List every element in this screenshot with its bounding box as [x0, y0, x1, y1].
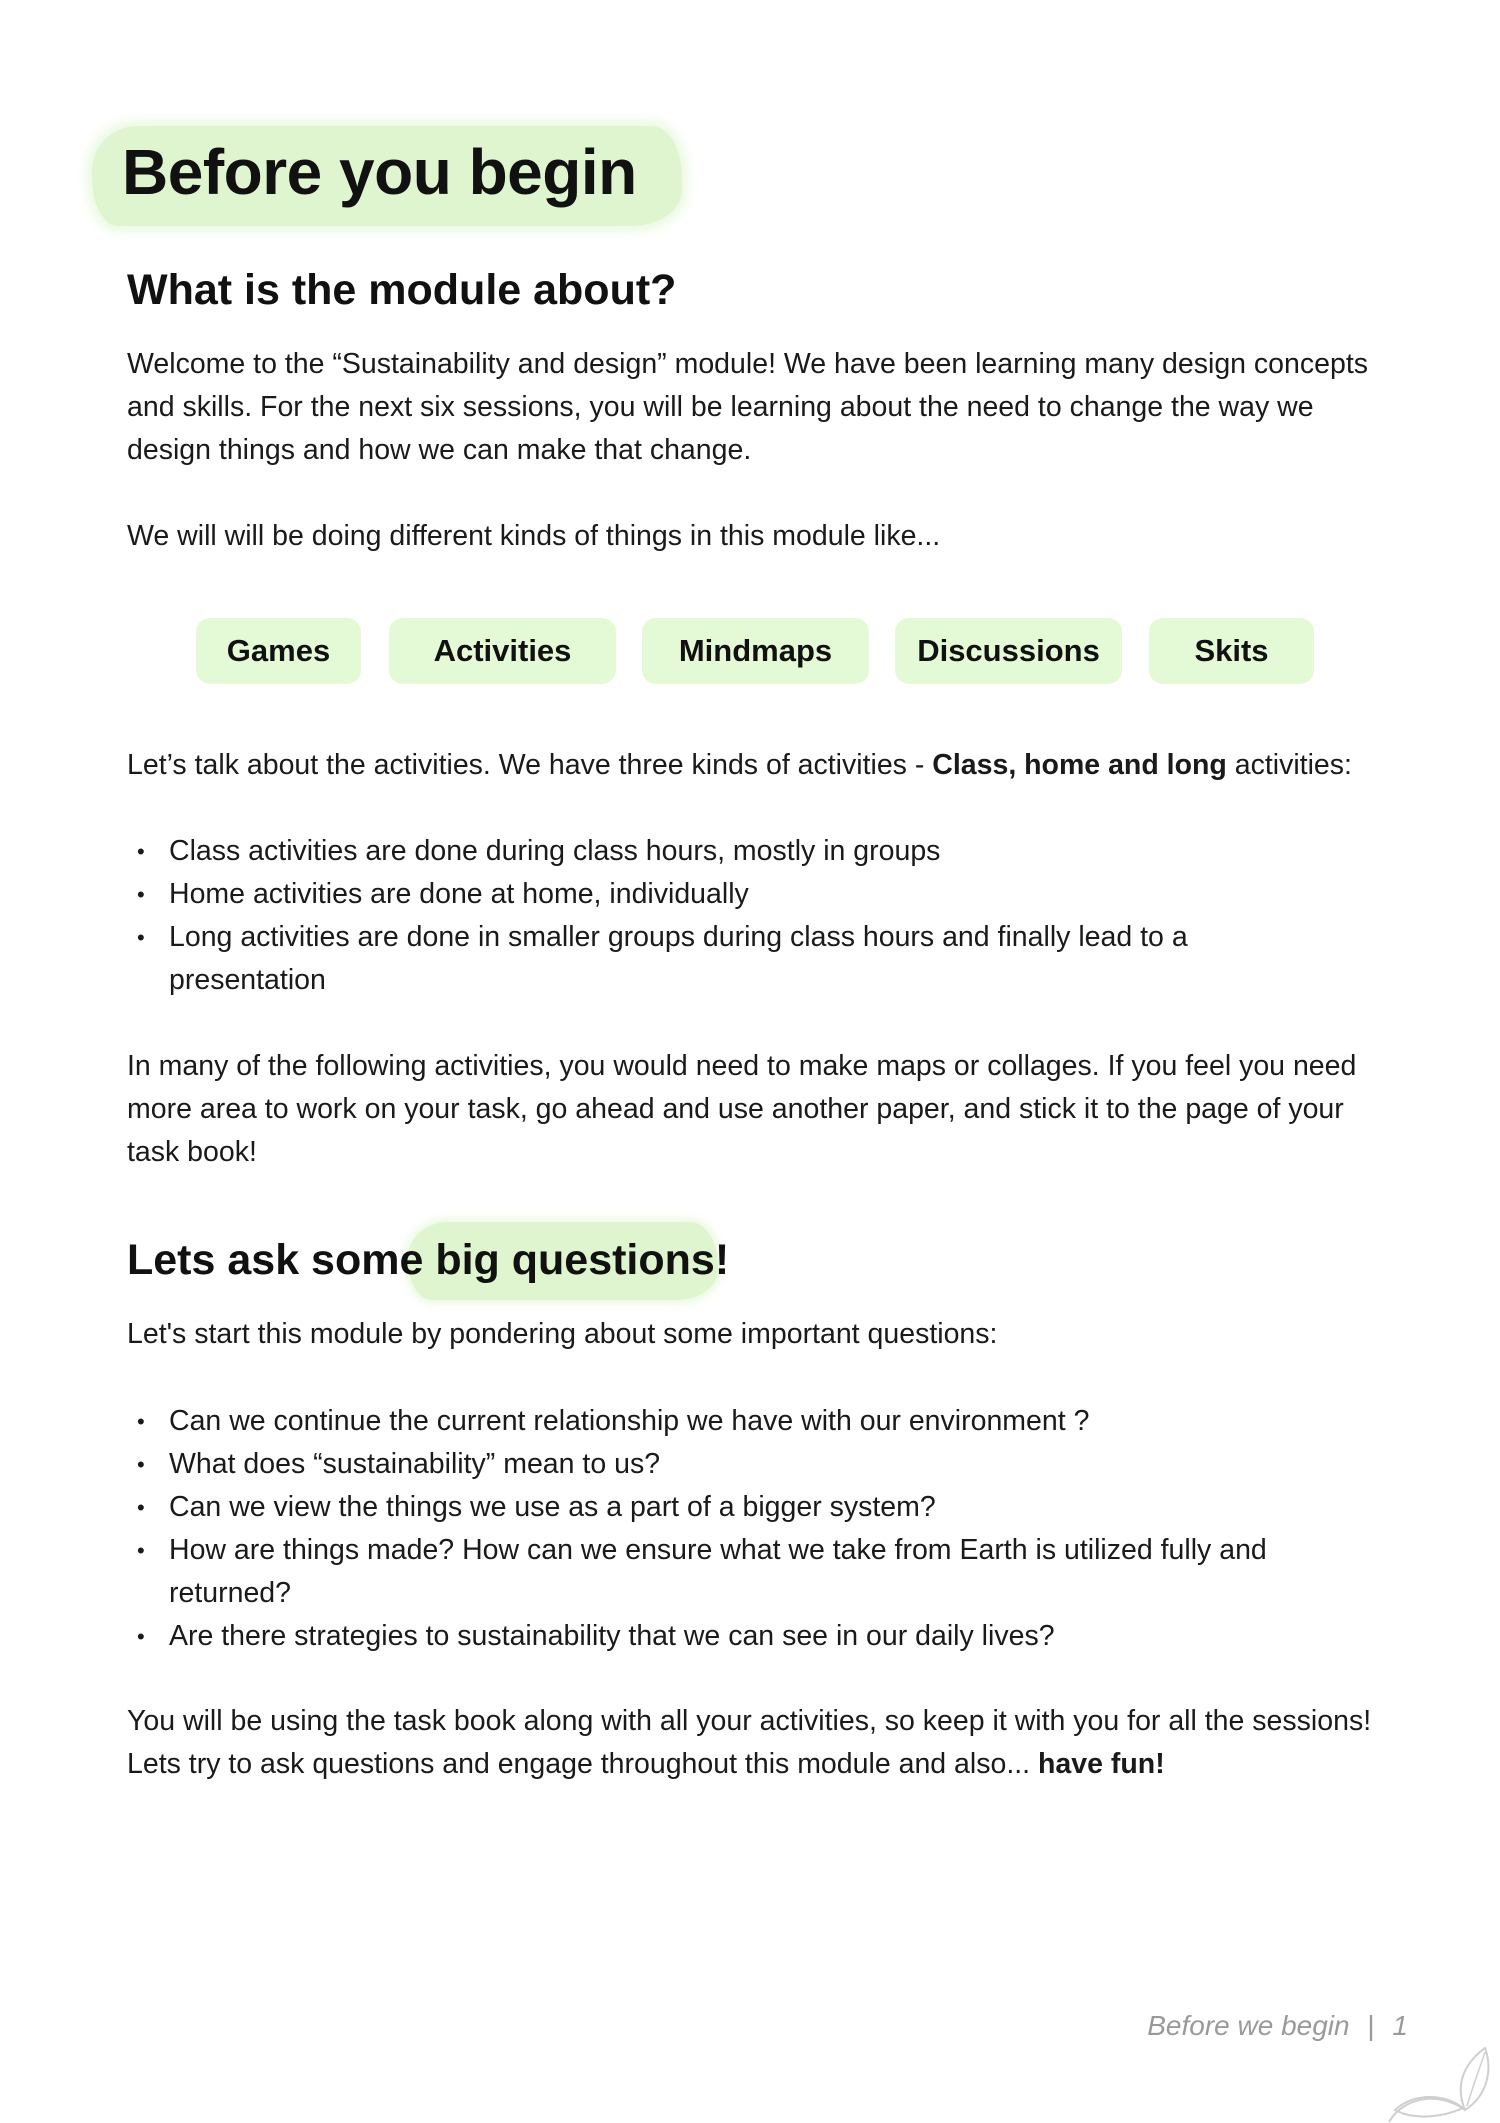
activities-intro-bold: Class, home and long — [932, 749, 1227, 781]
tag-discussions: Discussions — [895, 618, 1122, 684]
tag-activities: Activities — [389, 618, 616, 684]
maps-note: In many of the following activities, you would need to make maps or collages. If you feel you need more area to work on your task, go ahead and use another paper, and stick it to the page of your task book! — [127, 1050, 1357, 1168]
title-block — [92, 118, 682, 228]
footer-section-name: Before we begin — [1147, 2010, 1350, 2041]
list-item: • Home activities are done at home, individually — [137, 878, 749, 910]
list-item: • Are there strategies to sustainability that we can see in our daily lives? — [137, 1620, 1055, 1652]
questions-list — [127, 1400, 1367, 1658]
section-heading-module: What is the module about? — [127, 266, 677, 314]
closing-paragraph — [127, 1700, 1387, 1786]
list-item: • Can we continue the current relationship we have with our environment ? — [137, 1405, 1090, 1437]
page-title: Before you begin — [122, 136, 637, 208]
activities-intro-end: activities: — [1226, 749, 1352, 781]
leaf-icon — [1385, 2040, 1495, 2123]
closing-bold: have fun! — [1038, 1748, 1165, 1780]
tag-games: Games — [196, 618, 361, 684]
kinds-intro: We will will be doing different kinds of things in this module like... — [127, 520, 941, 552]
tag-skits: Skits — [1149, 618, 1314, 684]
activities-intro-start: Let’s talk about the activities. We have three kinds of activities - — [127, 749, 933, 781]
page-number: 1 — [1392, 2010, 1408, 2041]
intro-paragraph: Welcome to the “Sustainability and design” module! We have been learning many design concepts and skills. For the next six sessions, you will be learning about the need to change the way we design things and how we can make that change. — [127, 348, 1369, 466]
page-footer — [1147, 2010, 1408, 2042]
list-item: • Can we view the things we use as a part of a bigger system? — [137, 1491, 936, 1523]
list-item: • Long activities are done in smaller groups during class hours and finally lead to a presentation — [137, 921, 1188, 996]
list-item: • What does “sustainability” mean to us? — [137, 1448, 661, 1480]
activity-tags — [0, 618, 1500, 686]
list-item: • Class activities are done during class hours, mostly in groups — [137, 835, 941, 867]
tag-mindmaps: Mindmaps — [642, 618, 869, 684]
activities-intro — [127, 744, 1387, 787]
activity-types-list — [127, 830, 1367, 1002]
section-heading-questions: Lets ask some big questions! — [127, 1236, 730, 1284]
footer-separator: | — [1367, 2010, 1375, 2041]
questions-intro: Let's start this module by pondering about some important questions: — [127, 1318, 998, 1350]
closing-text: You will be using the task book along with all your activities, so keep it with you for all the sessions! Lets try to ask questions and engage throughout this module and also... — [127, 1705, 1372, 1780]
list-item: • How are things made? How can we ensure what we take from Earth is utilized fully and returned? — [137, 1534, 1267, 1609]
